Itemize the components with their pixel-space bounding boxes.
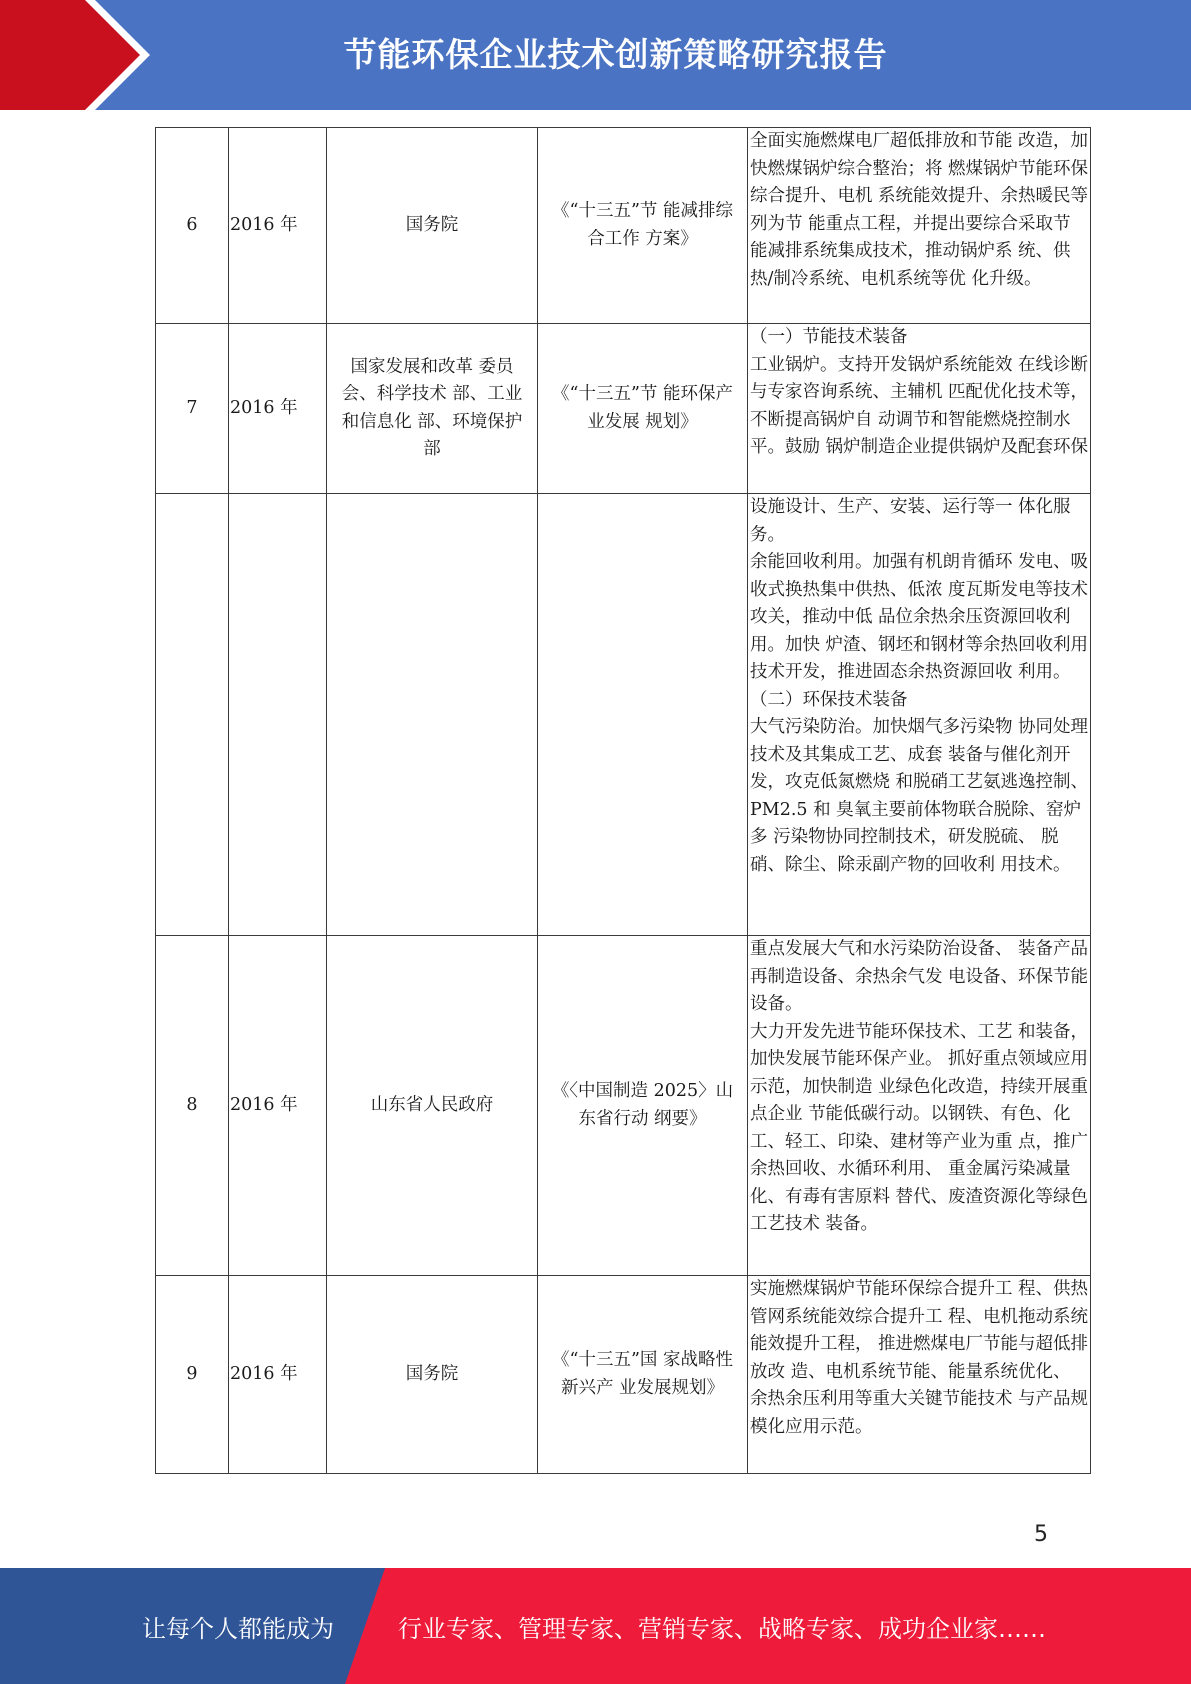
policy-name-cell: 《“十三五”节 能环保产业发展 规划》 — [538, 324, 748, 494]
year-cell: 2016 年 — [229, 128, 327, 324]
content-cell — [748, 1276, 1091, 1474]
content-paragraph: （一）节能技术装备 — [750, 327, 908, 347]
department-cell: 国务院 — [327, 1276, 538, 1474]
content-paragraph: 实施燃煤锅炉节能环保综合提升工 程、供热管网系统能效综合提升工 程、电机拖动系统能效提升工程， 推进燃煤电厂节能与超低排放改 造、电机系统节能、能量系统优化、 余热余压利用等重大关键节能技术 与产品规模化应用示范。 — [750, 1279, 1089, 1437]
content-paragraph: 全面实施燃煤电厂超低排放和节能 改造，加快燃煤锅炉综合整治；将 燃煤锅炉节能环保综合提升、电机 系统能效提升、余热暖民等列为节 能重点工程，并提出要综合采取节 能减排系统集成技术，推动锅炉系 统、供热/制冷系统、电机系统等优 化升级。 — [750, 131, 1089, 289]
department-cell — [327, 494, 538, 936]
footer-slogan-left: 让每个人都能成为 — [142, 1614, 334, 1643]
content-paragraph: （二）环保技术装备 — [750, 689, 908, 710]
page-number: 5 — [1034, 1522, 1048, 1547]
year-cell — [229, 494, 327, 936]
content-cell — [748, 324, 1091, 494]
policy-name-cell: 《“十三五”节 能减排综合工作 方案》 — [538, 128, 748, 324]
row-number-cell: 9 — [156, 1276, 229, 1474]
page-footer — [0, 1568, 1191, 1684]
policy-table — [155, 127, 1091, 1474]
content-paragraph: 工业锅炉。支持开发锅炉系统能效 在线诊断与专家咨询系统、主辅机 匹配优化技术等，不断提高锅炉自 动调节和智能燃烧控制水平。鼓励 锅炉制造企业提供锅炉及配套环保 — [750, 354, 1089, 457]
department-cell: 山东省人民政府 — [327, 936, 538, 1276]
policy-name-cell: 《〈中国制造 2025〉山东省行动 纲要》 — [538, 936, 748, 1276]
content-cell — [748, 936, 1091, 1276]
content-cell — [748, 128, 1091, 324]
year-cell: 2016 年 — [229, 936, 327, 1276]
footer-slogan-right: 行业专家、管理专家、营销专家、战略专家、成功企业家…… — [398, 1614, 1046, 1643]
year-cell: 2016 年 — [229, 1276, 327, 1474]
row-number-cell: 6 — [156, 128, 229, 324]
row-number-cell: 7 — [156, 324, 229, 494]
table-row — [156, 494, 1091, 936]
content-paragraph: 重点发展大气和水污染防治设备、 装备产品再制造设备、余热余气发 电设备、环保节能设备。 — [750, 939, 1089, 1014]
content-paragraph: 设施设计、生产、安装、运行等一 体化服务。 — [750, 497, 1071, 545]
table-row — [156, 128, 1091, 324]
policy-name-cell: 《“十三五”国 家战略性新兴产 业发展规划》 — [538, 1276, 748, 1474]
content-paragraph: 大气污染防治。加快烟气多污染物 协同处理技术及其集成工艺、成套 装备与催化剂开发，攻克低氮燃烧 和脱硝工艺氨逃逸控制、PM2.5 和 臭氧主要前体物联合脱除、窑炉多 污染物协同控制技术，研发脱硫、 脱硝、除尘、除汞副产物的回收利 用技术。 — [750, 717, 1089, 875]
department-cell: 国家发展和改革 委员会、科学技术 部、工业和信息化 部、环境保护部 — [327, 324, 538, 494]
table-row — [156, 324, 1091, 494]
policy-name-cell — [538, 494, 748, 936]
page-header — [0, 0, 1191, 110]
table-row — [156, 1276, 1091, 1474]
content-cell — [748, 494, 1091, 936]
row-number-cell: 8 — [156, 936, 229, 1276]
document-title: 节能环保企业技术创新策略研究报告 — [343, 35, 888, 74]
content-paragraph: 余能回收利用。加强有机朗肯循环 发电、吸收式换热集中供热、低浓 度瓦斯发电等技术攻关，推动中低 品位余热余压资源回收利用。加快 炉渣、钢坯和钢材等余热回收利用 技术开发，推进固态余热资源回收 利用。 — [750, 552, 1089, 682]
table-row — [156, 936, 1091, 1276]
row-number-cell — [156, 494, 229, 936]
content-paragraph: 大力开发先进节能环保技术、工艺 和装备，加快发展节能环保产业。 抓好重点领域应用示范，加快制造 业绿色化改造，持续开展重点企业 节能低碳行动。以钢铁、有色、化 工、轻工、印染、建材等产业为重 点，推广余热回收、水循环利用、 重金属污染减量化、有毒有害原料 替代、废渣资源化等绿色工艺技术 装备。 — [750, 1021, 1089, 1234]
year-cell: 2016 年 — [229, 324, 327, 494]
department-cell: 国务院 — [327, 128, 538, 324]
